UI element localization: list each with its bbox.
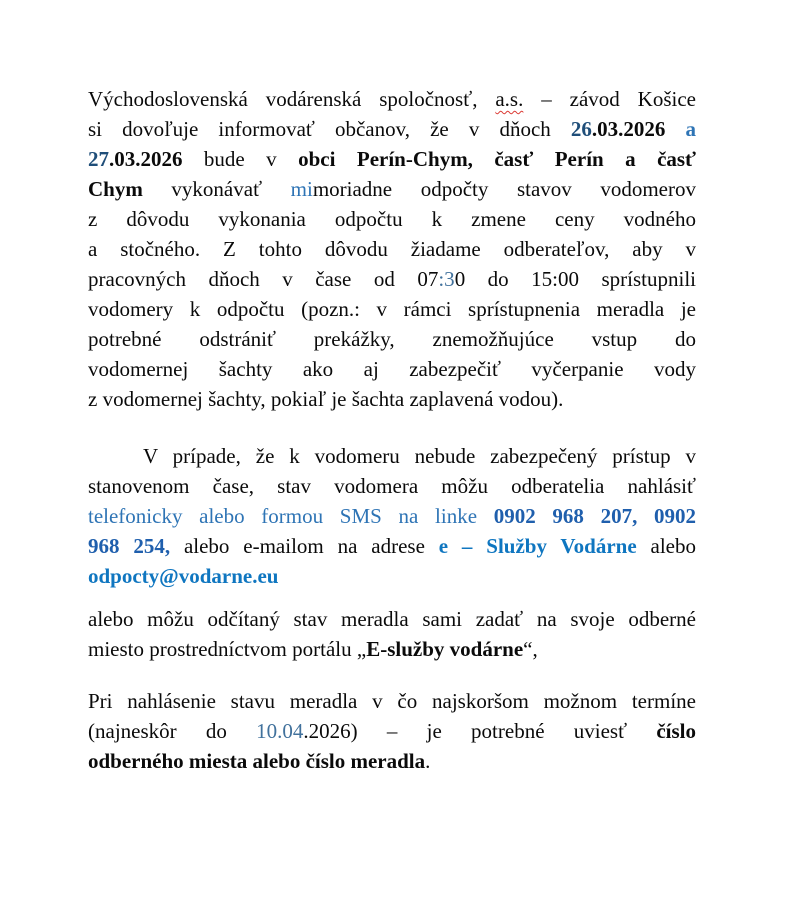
text-line [88,471,696,501]
text-line [88,354,696,384]
text-line [88,174,696,204]
text-run: 0 do 15:00 sprístupnili [454,267,696,291]
text-line [88,144,696,174]
text-run: vodomernej šachty ako aj zabezpečiť vyčerpanie vody [88,357,696,381]
text-run: vodomery k odpočtu (pozn.: v rámci sprístupnenia meradla je [88,297,696,321]
text-line [88,204,696,234]
text-line [88,114,696,144]
text-run: V prípade, že k vodomeru nebude zabezpečený prístup v [143,444,696,468]
text-run: stanovenom čase, stav vodomera môžu odberatelia nahlásiť [88,474,696,498]
text-line [88,501,696,531]
document-page [88,84,696,776]
text-line [88,746,696,776]
text-line [88,84,696,114]
text-run: alebo môžu odčítaný stav meradla sami zadať na svoje odberné [88,607,696,631]
text-run: .03.2026 [109,147,183,171]
location: obci Perín-Chym, časť Perín a časť [298,147,696,171]
text-run: – závod Košice [523,87,696,111]
text-line [88,686,696,716]
text-run: alebo [636,534,696,558]
text-line [88,716,696,746]
text-line [88,294,696,324]
text-run: . [425,749,431,773]
text-run: .03.2026 [591,117,686,141]
text-run: potrebné odstrániť prekážky, znemožňujúce vstup do [88,327,696,351]
eservices-link[interactable]: e – Služby Vodárne [438,534,637,558]
text-run: miesto prostredníctvom portálu „ [88,637,367,661]
text-run: Východoslovenská vodárenská spoločnosť, [88,87,496,111]
text-run: alebo e-mailom na adrese [170,534,439,558]
text-run: “, [523,637,538,661]
text-run: telefonicky alebo formou SMS na linke [88,504,494,528]
portal-name: E-služby vodárne [366,637,524,661]
text-run: Pri nahlásenie stavu meradla v čo najskoršom možnom termíne [88,689,696,713]
date-start: 26 [570,117,592,141]
text-run: (najneskôr do [88,719,257,743]
paragraph-intro [88,84,696,414]
text-line [88,324,696,354]
paragraph-deadline [88,686,696,776]
spellcheck-marked-text: a.s. [495,87,524,111]
text-run: bude v [182,147,299,171]
text-run: z vodomernej šachty, pokiaľ je šachta zaplavená vodou). [88,387,564,411]
text-line [88,384,696,414]
text-run: :3 [438,267,455,291]
text-line [88,531,696,561]
date-end: 27 [88,147,109,171]
text-run: si dovoľuje informovať občanov, že v dňoch [88,117,571,141]
text-line [88,561,696,591]
paragraph-portal [88,604,696,664]
text-run: číslo [656,719,696,743]
text-run: z dôvodu vykonania odpočtu k zmene ceny vodného [88,207,696,231]
text-line [88,634,696,664]
text-line [88,441,696,471]
text-run: mi [290,177,313,201]
text-line [88,264,696,294]
phone-number: 968 254, [88,534,171,558]
text-run: moriadne odpočty stavov vodomerov [312,177,697,201]
text-run: pracovných dňoch v čase od 07 [88,267,439,291]
text-run: .2026) – je potrebné uviesť [303,719,657,743]
text-run: a [685,117,696,141]
text-run: a stočného. Z tohto dôvodu žiadame odberateľov, aby v [88,237,696,261]
text-line [88,604,696,634]
location: Chym [88,177,143,201]
text-run: odberného miesta alebo číslo meradla [88,749,426,773]
paragraph-contact [88,441,696,591]
text-run: vykonávať [142,177,291,201]
email-link[interactable]: odpocty@vodarne.eu [88,564,279,588]
text-line [88,234,696,264]
deadline-date: 10.04 [256,719,304,743]
phone-number: 0902 968 207, 0902 [493,504,697,528]
